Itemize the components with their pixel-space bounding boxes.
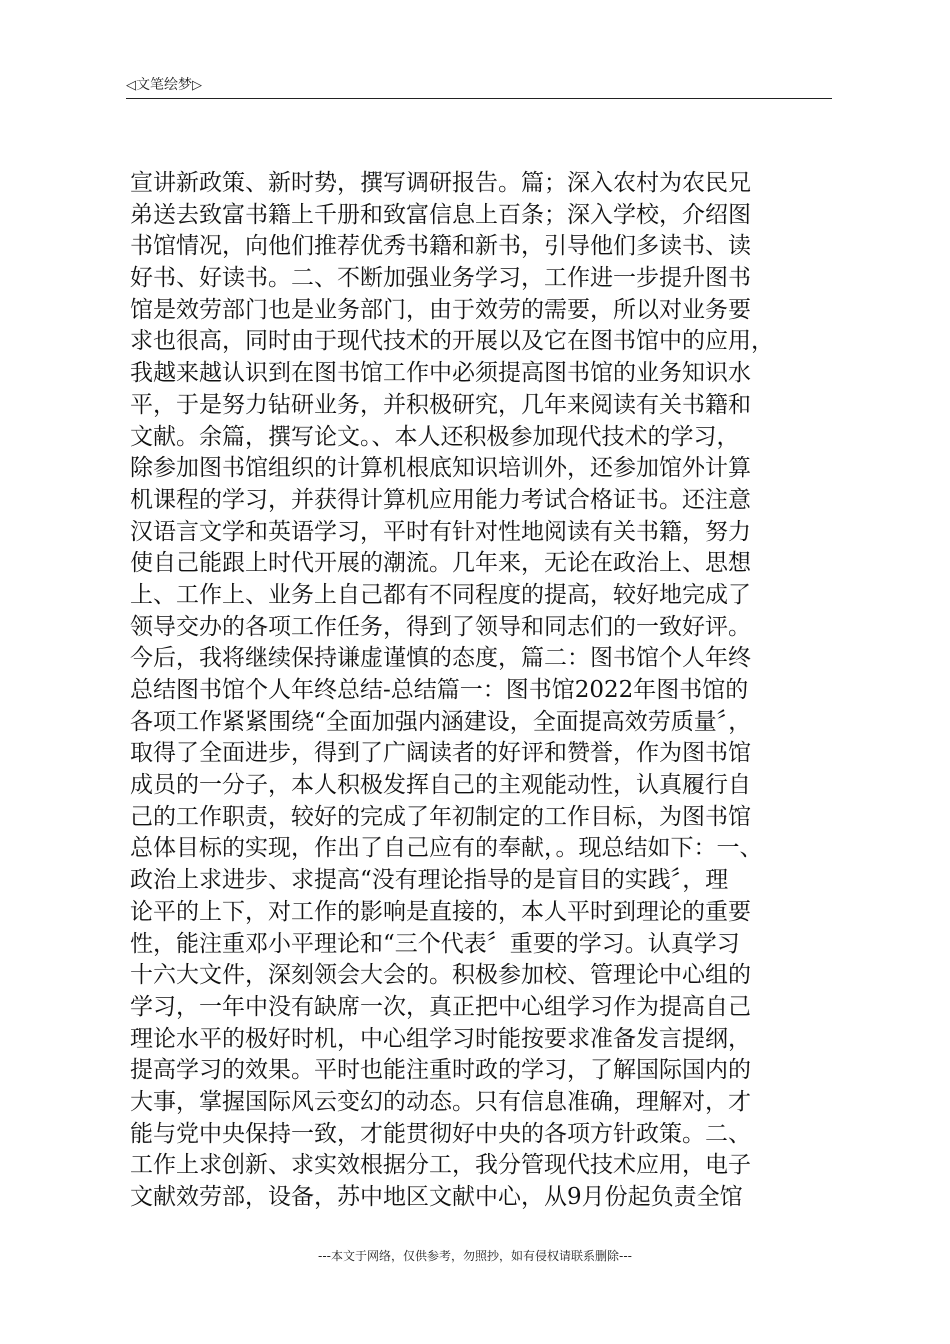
body-text-line: 能与党中央保持一致，才能贯彻好中央的各项方针政策。二、 — [130, 1120, 751, 1147]
body-text-line: 工作上求创新、求实效根据分工，我分管现代技术应用，电子 — [130, 1152, 751, 1179]
header-title-text: 文笔绘梦 — [136, 77, 192, 93]
body-text-line: 馆是效劳部门也是业务部门，由于效劳的需要，所以对业务要 — [130, 296, 751, 323]
triangle-left-icon: ◁ — [126, 78, 136, 93]
body-text-line: 总结图书馆个人年终总结-总结篇一：图书馆2022年图书馆的 — [130, 677, 749, 703]
body-text-line: 上、工作上、业务上自己都有不同程度的提高，较好地完成了 — [130, 581, 751, 608]
body-text-line: 政治上求进步、求提高“没有理论指导的是盲目的实践〞，理 — [130, 867, 729, 894]
body-text-line: 汉语言文学和英语学习，平时有针对性地阅读有关书籍，努力 — [130, 518, 751, 545]
body-text-line: 文献效劳部，设备，苏中地区文献中心，从9月份起负责全馆 — [130, 1184, 743, 1210]
body-text-line: 领导交办的各项工作任务，得到了领导和同志们的一致好评。 — [130, 613, 751, 640]
body-text-line: 性，能注重邓小平理论和“三个代表〞重要的学习。认真学习 — [130, 930, 740, 957]
body-text-line: 成员的一分子，本人积极发挥自己的主观能动性，认真履行自 — [130, 772, 751, 799]
body-text-line: 文献。余篇，撰写论文。、本人还积极参加现代技术的学习， — [130, 423, 740, 450]
body-text-line: 弟送去致富书籍上千册和致富信息上百条；深入学校，介绍图 — [130, 201, 751, 228]
body-text-line: 书馆情况，向他们推荐优秀书籍和新书，引导他们多读书、读 — [130, 233, 751, 260]
body-text-line: 求也很高，同时由于现代技术的开展以及它在图书馆中的应用， — [130, 328, 774, 355]
body-text-line: 我越来越认识到在图书馆工作中必须提高图书馆的业务知识水 — [130, 360, 751, 387]
body-text-line: 好书、好读书。二、不断加强业务学习，工作进一步提升图书 — [130, 265, 751, 292]
body-text-line: 大事，掌握国际风云变幻的动态。只有信息准确，理解对，才 — [130, 1088, 751, 1115]
body-text-line: 取得了全面进步，得到了广阔读者的好评和赞誉，作为图书馆 — [130, 740, 751, 767]
body-text-line: 宣讲新政策、新时势，撰写调研报告。篇；深入农村为农民兄 — [130, 170, 751, 196]
body-text-line: 今后，我将继续保持谦虚谨慎的态度，篇二：图书馆个人年终 — [130, 645, 751, 672]
body-text-line: 十六大文件，深刻领会大会的。积极参加校、管理论中心组的 — [130, 962, 751, 989]
body-text-line: 机课程的学习，并获得计算机应用能力考试合格证书。还注意 — [130, 486, 751, 513]
header-title — [126, 76, 202, 95]
body-text-line: 平，于是努力钻研业务，并积极研究，几年来阅读有关书籍和 — [130, 391, 751, 418]
page-footer: ---本文于网络，仅供参考，勿照抄，如有侵权请联系删除--- — [318, 1249, 632, 1263]
document-body — [130, 168, 830, 1214]
body-text-line: 学习，一年中没有缺席一次，真正把中心组学习作为提高自己 — [130, 993, 751, 1020]
body-text-line: 理论水平的极好时机，中心组学习时能按要求准备发言提纲， — [130, 1025, 751, 1052]
body-text-line: 除参加图书馆组织的计算机根底知识培训外，还参加馆外计算 — [130, 455, 751, 482]
body-text-line: 使自己能跟上时代开展的潮流。几年来，无论在政治上、思想 — [130, 550, 751, 577]
body-text-line: 论平的上下，对工作的影响是直接的，本人平时到理论的重要 — [130, 898, 751, 925]
triangle-right-icon: ▷ — [192, 78, 202, 93]
page-header — [126, 76, 832, 99]
body-text-line: 己的工作职责，较好的完成了年初制定的工作目标，为图书馆 — [130, 803, 751, 830]
body-text-line: 总体目标的实现，作出了自己应有的奉献，。现总结如下：一、 — [130, 835, 763, 862]
body-text-line: 各项工作紧紧围绕“全面加强内涵建设，全面提高效劳质量〞， — [130, 708, 752, 735]
body-text-line: 提高学习的效果。平时也能注重时政的学习，了解国际国内的 — [130, 1057, 751, 1084]
